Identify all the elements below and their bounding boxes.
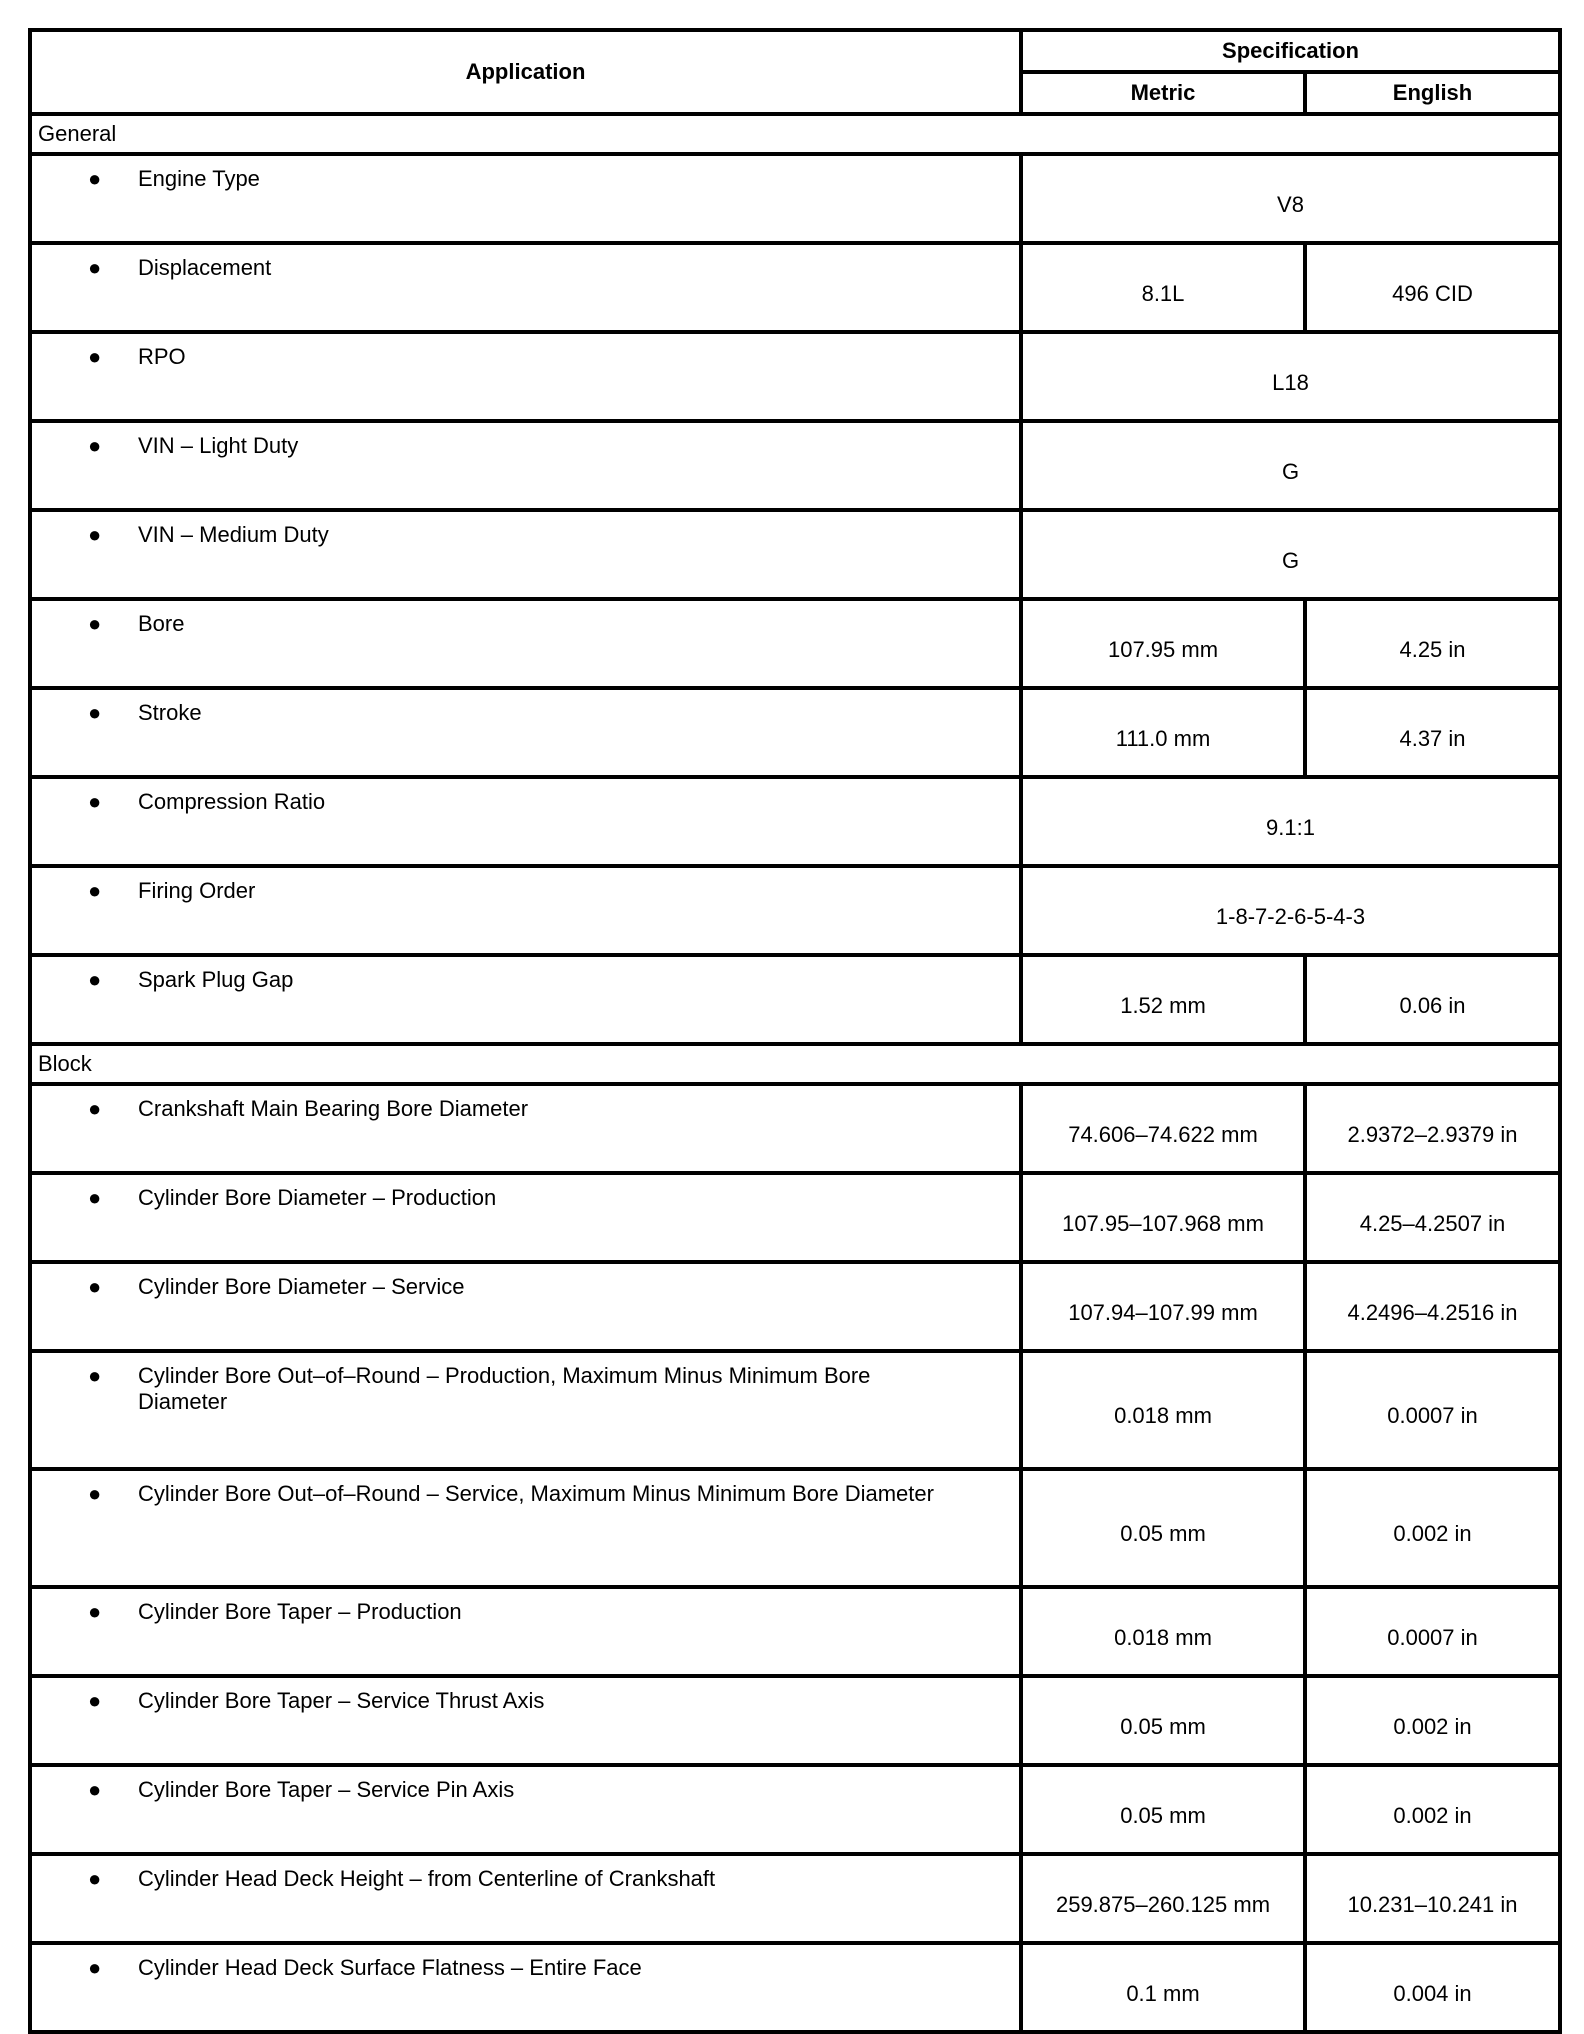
table-row (30, 1262, 1560, 1351)
metric-value: 8.1L (1021, 243, 1305, 332)
specification-table (28, 28, 1562, 2034)
application-label: Compression Ratio (138, 789, 326, 814)
application-label: Spark Plug Gap (138, 967, 294, 992)
bullet-icon: ● (88, 700, 102, 725)
bullet-icon: ● (88, 967, 102, 992)
bullet-icon: ● (88, 1185, 102, 1210)
application-cell (30, 1469, 1021, 1587)
bullet-icon: ● (88, 166, 102, 191)
bullet-icon: ● (88, 1599, 102, 1624)
table-row (30, 688, 1560, 777)
application-cell (30, 1676, 1021, 1765)
metric-value: 259.875–260.125 mm (1021, 1854, 1305, 1943)
application-label: Bore (138, 611, 185, 636)
metric-value: 111.0 mm (1021, 688, 1305, 777)
table-row (30, 599, 1560, 688)
metric-value: 0.05 mm (1021, 1676, 1305, 1765)
application-cell (30, 332, 1021, 421)
english-value: 0.002 in (1305, 1765, 1560, 1854)
table-row (30, 1854, 1560, 1943)
english-value: 0.0007 in (1305, 1587, 1560, 1676)
application-label: Crankshaft Main Bearing Bore Diameter (138, 1096, 529, 1121)
table-row (30, 510, 1560, 599)
application-label: VIN – Medium Duty (138, 522, 329, 547)
spec-value: 9.1:1 (1021, 777, 1560, 866)
application-label: Cylinder Head Deck Height – from Centerline of Crankshaft (138, 1866, 716, 1891)
application-cell (30, 599, 1021, 688)
english-value: 4.2496–4.2516 in (1305, 1262, 1560, 1351)
application-cell (30, 243, 1021, 332)
spec-value: 1-8-7-2-6-5-4-3 (1021, 866, 1560, 955)
bullet-icon: ● (88, 344, 102, 369)
metric-value: 74.606–74.622 mm (1021, 1084, 1305, 1173)
bullet-icon: ● (88, 433, 102, 458)
table-row (30, 1173, 1560, 1262)
section-row (30, 114, 1560, 154)
application-label: Cylinder Bore Diameter – Service (138, 1274, 465, 1299)
table-row (30, 1676, 1560, 1765)
bullet-icon: ● (88, 1866, 102, 1891)
table-row (30, 866, 1560, 955)
application-cell (30, 866, 1021, 955)
application-cell (30, 1943, 1021, 2032)
spec-value: G (1021, 510, 1560, 599)
english-value: 0.002 in (1305, 1469, 1560, 1587)
english-value: 0.004 in (1305, 1943, 1560, 2032)
bullet-icon: ● (88, 1688, 102, 1713)
application-label: Displacement (138, 255, 272, 280)
application-cell (30, 510, 1021, 599)
table-row (30, 1084, 1560, 1173)
table-row (30, 332, 1560, 421)
table-row (30, 1765, 1560, 1854)
application-label: Firing Order (138, 878, 256, 903)
application-cell (30, 688, 1021, 777)
metric-value: 0.018 mm (1021, 1351, 1305, 1469)
application-cell (30, 1262, 1021, 1351)
bullet-icon: ● (88, 255, 102, 280)
english-value: 4.25 in (1305, 599, 1560, 688)
metric-value: 1.52 mm (1021, 955, 1305, 1044)
table-row (30, 1943, 1560, 2032)
metric-value: 0.05 mm (1021, 1469, 1305, 1587)
english-value: 0.0007 in (1305, 1351, 1560, 1469)
bullet-icon: ● (88, 789, 102, 814)
application-cell (30, 1351, 1021, 1469)
application-label: Stroke (138, 700, 202, 725)
bullet-icon: ● (88, 522, 102, 547)
bullet-icon: ● (88, 1777, 102, 1802)
application-cell (30, 1173, 1021, 1262)
application-label: VIN – Light Duty (138, 433, 299, 458)
metric-value: 0.018 mm (1021, 1587, 1305, 1676)
table-row (30, 154, 1560, 243)
header-specification: Specification (1021, 30, 1560, 72)
section-title: Block (30, 1044, 1560, 1084)
bullet-icon: ● (88, 878, 102, 903)
bullet-icon: ● (88, 611, 102, 636)
spec-value: G (1021, 421, 1560, 510)
english-value: 2.9372–2.9379 in (1305, 1084, 1560, 1173)
bullet-icon: ● (88, 1274, 102, 1299)
header-application: Application (30, 30, 1021, 114)
english-value: 0.06 in (1305, 955, 1560, 1044)
application-label: Cylinder Bore Out–of–Round – Production, Maximum Minus Minimum Bore Diameter (138, 1363, 871, 1414)
english-value: 496 CID (1305, 243, 1560, 332)
metric-value: 0.1 mm (1021, 1943, 1305, 2032)
spec-value: V8 (1021, 154, 1560, 243)
bullet-icon: ● (88, 1363, 102, 1388)
english-value: 0.002 in (1305, 1676, 1560, 1765)
table-row (30, 955, 1560, 1044)
section-title: General (30, 114, 1560, 154)
metric-value: 107.95 mm (1021, 599, 1305, 688)
table-row (30, 243, 1560, 332)
table-row (30, 1469, 1560, 1587)
application-label: Engine Type (138, 166, 260, 191)
header-english: English (1305, 72, 1560, 114)
english-value: 10.231–10.241 in (1305, 1854, 1560, 1943)
application-cell (30, 421, 1021, 510)
bullet-icon: ● (88, 1481, 102, 1506)
table-row (30, 777, 1560, 866)
application-label: Cylinder Bore Taper – Production (138, 1599, 462, 1624)
application-cell (30, 1765, 1021, 1854)
application-label: Cylinder Bore Out–of–Round – Service, Maximum Minus Minimum Bore Diameter (138, 1481, 934, 1506)
application-label: Cylinder Bore Taper – Service Pin Axis (138, 1777, 515, 1802)
table-row (30, 421, 1560, 510)
table-row (30, 1587, 1560, 1676)
english-value: 4.37 in (1305, 688, 1560, 777)
application-label: Cylinder Bore Diameter – Production (138, 1185, 497, 1210)
application-cell (30, 1084, 1021, 1173)
metric-value: 107.95–107.968 mm (1021, 1173, 1305, 1262)
application-cell (30, 955, 1021, 1044)
application-cell (30, 154, 1021, 243)
table-row (30, 1351, 1560, 1469)
application-label: Cylinder Bore Taper – Service Thrust Axis (138, 1688, 545, 1713)
metric-value: 0.05 mm (1021, 1765, 1305, 1854)
application-cell (30, 1587, 1021, 1676)
section-row (30, 1044, 1560, 1084)
application-cell (30, 1854, 1021, 1943)
header-metric: Metric (1021, 72, 1305, 114)
english-value: 4.25–4.2507 in (1305, 1173, 1560, 1262)
metric-value: 107.94–107.99 mm (1021, 1262, 1305, 1351)
spec-value: L18 (1021, 332, 1560, 421)
bullet-icon: ● (88, 1955, 102, 1980)
bullet-icon: ● (88, 1096, 102, 1121)
application-label: Cylinder Head Deck Surface Flatness – Entire Face (138, 1955, 642, 1980)
application-label: RPO (138, 344, 186, 369)
application-cell (30, 777, 1021, 866)
